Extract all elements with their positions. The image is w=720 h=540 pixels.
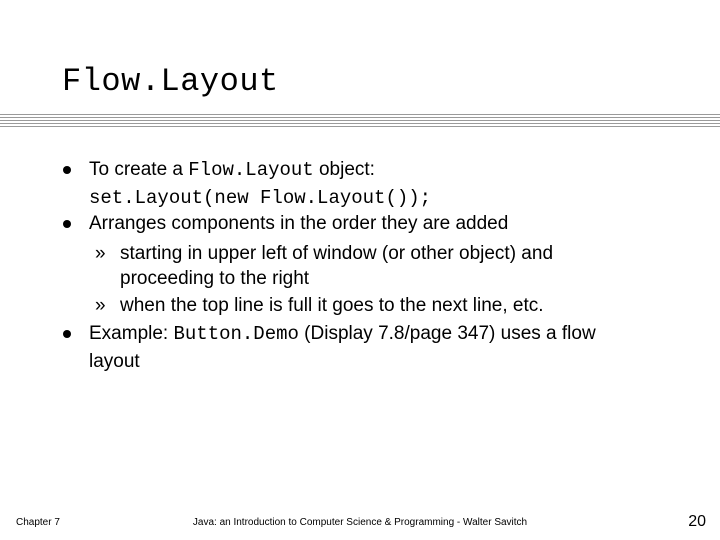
bullet-text-continuation: layout	[89, 351, 140, 372]
bullet-text	[89, 320, 649, 375]
footer-chapter: Chapter 7	[16, 517, 60, 528]
sub-bullet-text	[120, 241, 650, 291]
page-number: 20	[688, 513, 706, 530]
sub-bullet-marker-icon: »	[95, 243, 106, 264]
code-statement: set.Layout(new Flow.Layout());	[89, 187, 432, 209]
slide-title: Flow.Layout	[62, 63, 279, 100]
sub-bullet-text: when the top line is full it goes to the next line, etc.	[120, 295, 544, 316]
bullet-dot-icon	[63, 220, 71, 228]
bullet-text-prefix: To create a	[89, 159, 189, 180]
bullet-text	[89, 156, 649, 212]
code-classname: Button.Demo	[173, 323, 299, 345]
bullet-text-suffix: object:	[313, 159, 375, 180]
sub-bullet-marker-icon: »	[95, 295, 106, 316]
bullet-dot-icon	[63, 330, 71, 338]
title-divider	[0, 114, 720, 129]
bullet-dot-icon	[63, 166, 71, 174]
footer-course-title: Java: an Introduction to Computer Science & Programming - Walter Savitch	[192, 517, 528, 528]
bullet-text-prefix: Example:	[89, 323, 174, 344]
bullet-text: Arranges components in the order they are added	[89, 213, 509, 234]
code-classname: Flow.Layout	[188, 159, 314, 181]
sub-bullet-line: proceeding to the right	[120, 268, 310, 289]
bullet-text-suffix: (Display 7.8/page 347) uses a flow	[298, 323, 596, 344]
sub-bullet-line: starting in upper left of window (or other object) and	[120, 243, 554, 264]
